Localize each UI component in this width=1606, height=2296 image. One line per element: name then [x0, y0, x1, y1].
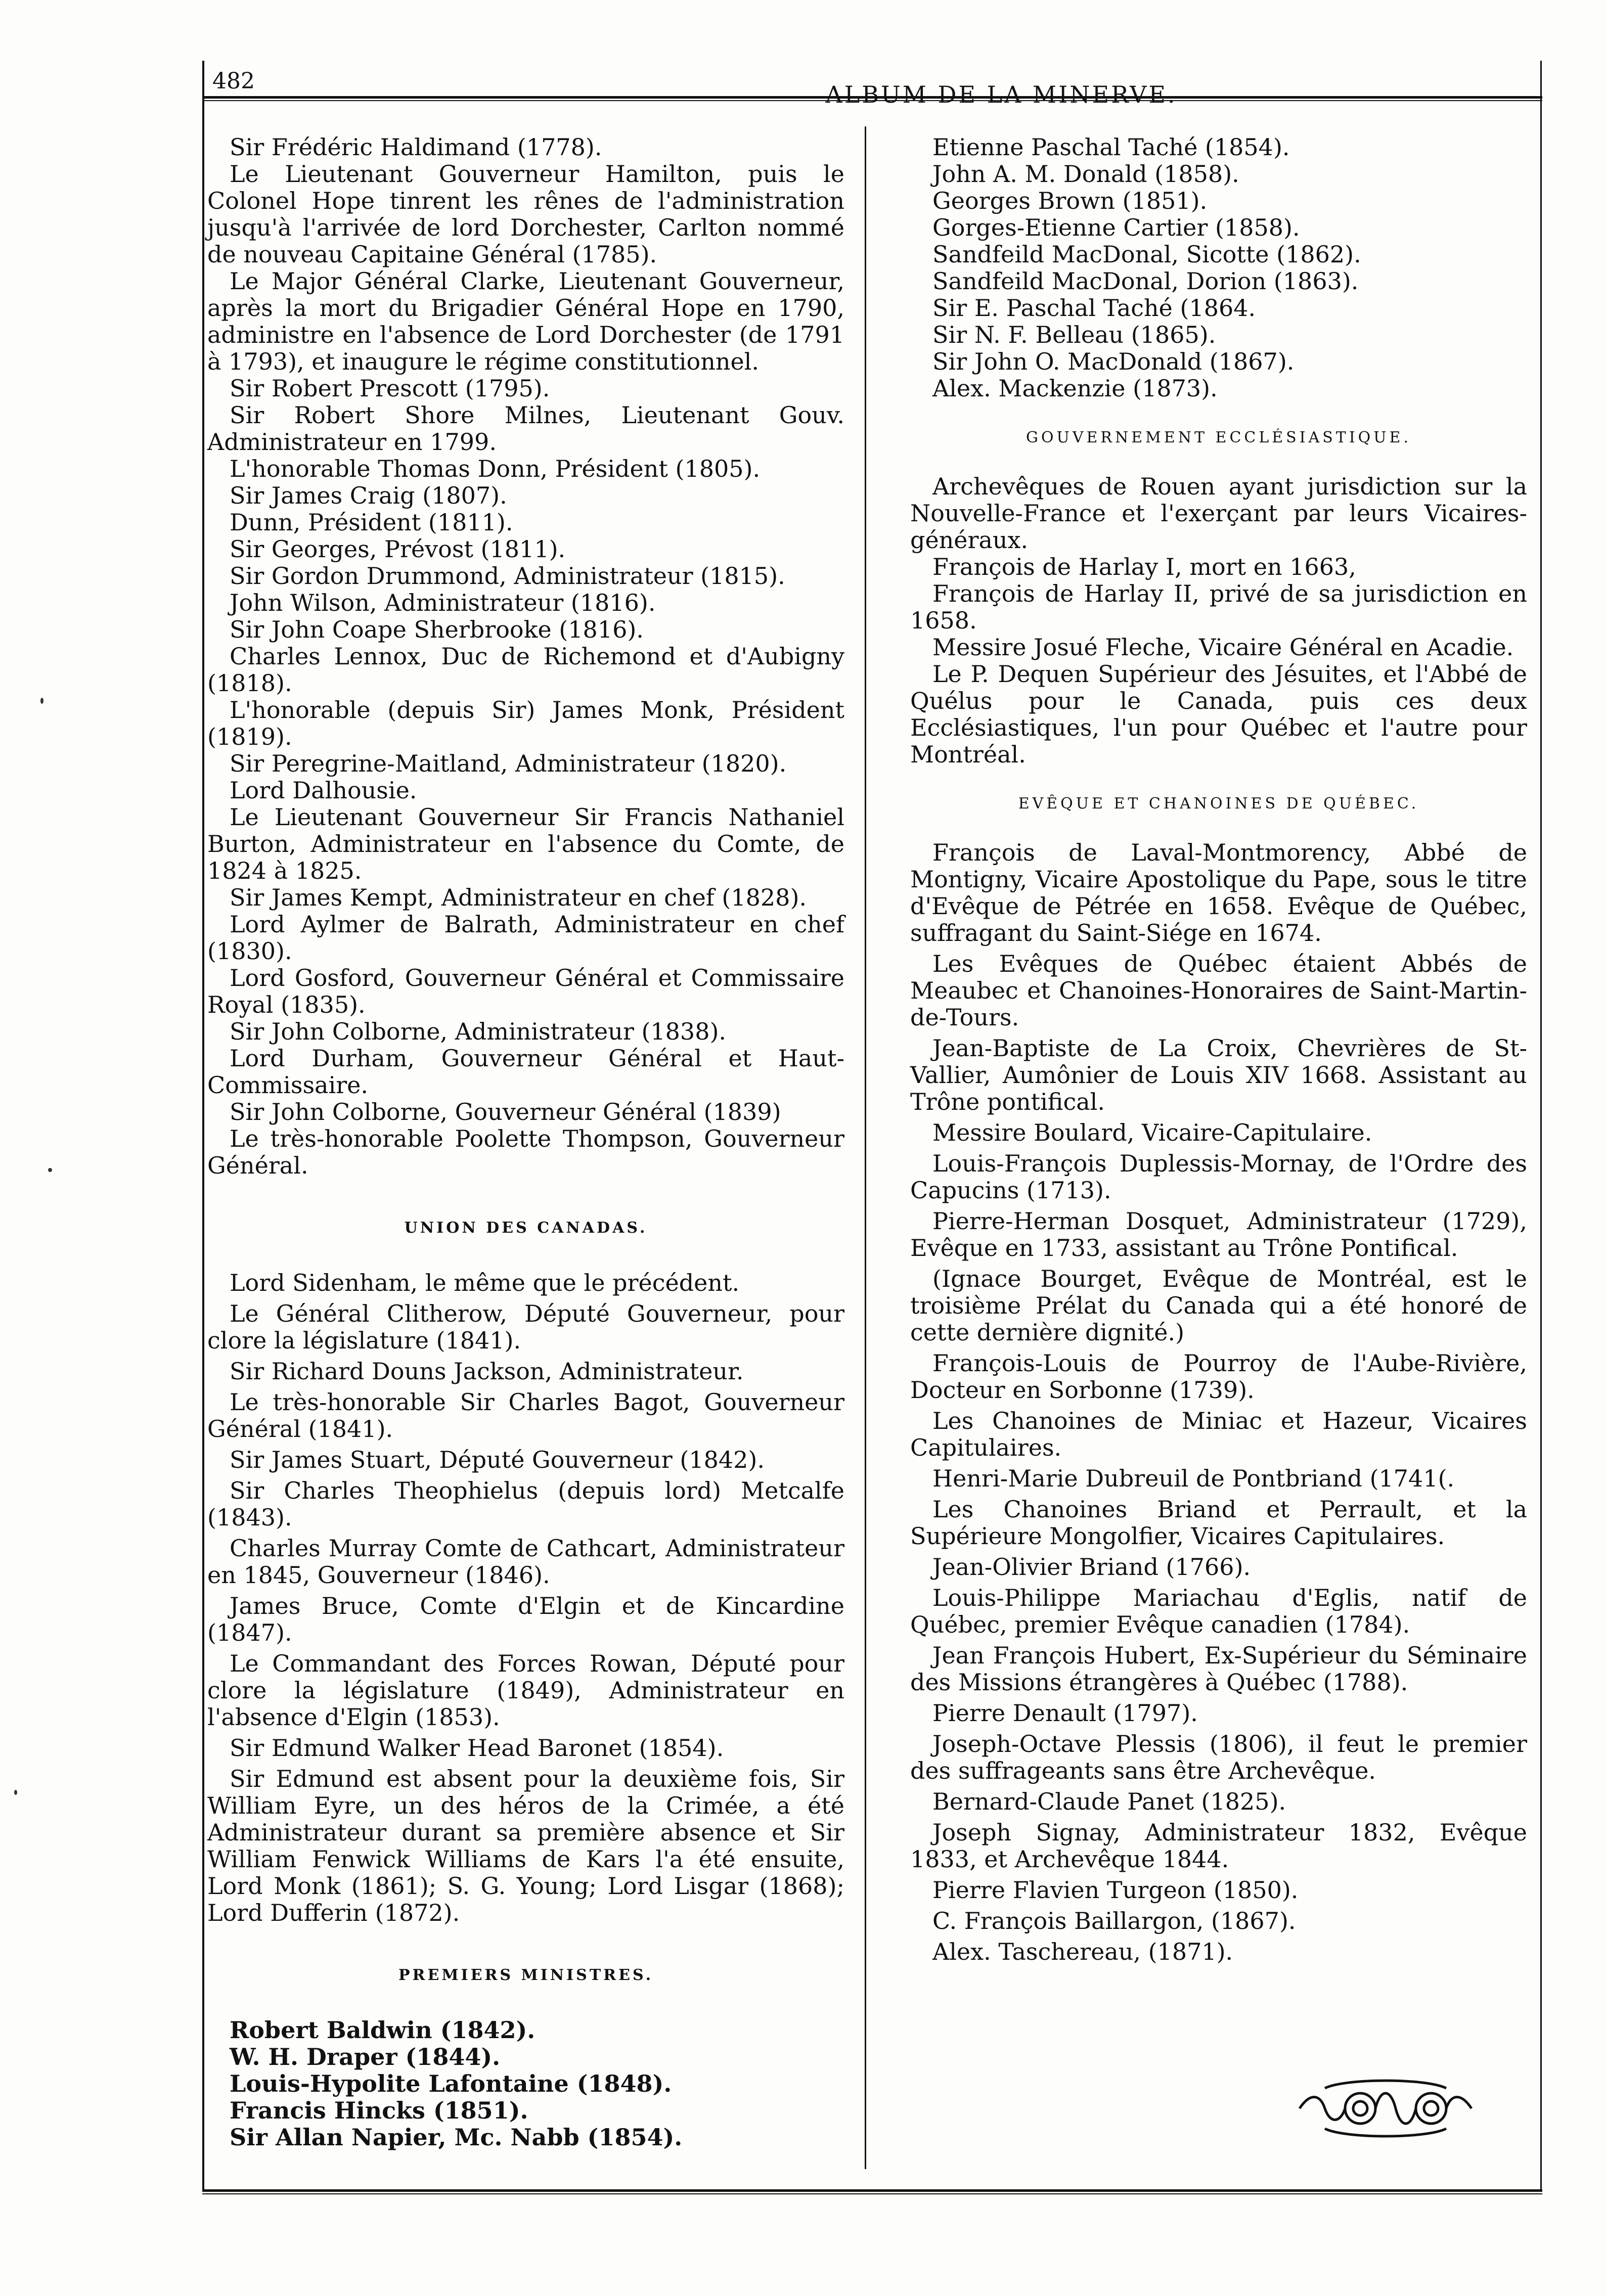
list-item: Jean-Olivier Briand (1766).: [932, 1553, 1251, 1581]
list-item: Sandfeild MacDonal, Sicotte (1862).: [932, 241, 1361, 268]
list-item: Robert Baldwin (1842).: [230, 2016, 536, 2044]
left-column: [207, 134, 844, 2151]
list-item: François de Laval-Montmorency, Abbé de Montigny, Vicaire Apostolique du Pape, sous le titre d'Evêque de Pétrée en 1658. Evêque de Québec, suffragant du Saint-Siége en 1674.: [910, 839, 1527, 947]
right-border: [1540, 61, 1542, 2189]
list-item: Pierre Denault (1797).: [932, 1699, 1198, 1727]
list-item: Le Lieutenant Gouverneur Hamilton, puis le Colonel Hope tinrent les rênes de l'administration jusqu'à l'arrivée de lord Dorchester, Carlton nommé de nouveau Capitaine Général (1785).: [207, 160, 844, 268]
list-item: L'honorable (depuis Sir) James Monk, Président (1819).: [207, 696, 844, 750]
list-item: Pierre-Herman Dosquet, Administrateur (1729), Evêque en 1733, assistant au Trône Pontifical.: [910, 1207, 1527, 1262]
list-item: Sir Georges, Prévost (1811).: [230, 535, 566, 563]
list-item: Etienne Paschal Taché (1854).: [932, 133, 1290, 161]
list-item: Sandfeild MacDonal, Dorion (1863).: [932, 267, 1359, 295]
list-item: Lord Gosford, Gouverneur Général et Commissaire Royal (1835).: [207, 964, 844, 1018]
list-item: Louis-Philippe Mariachau d'Eglis, natif de Québec, premier Evêque canadien (1784).: [910, 1584, 1527, 1638]
union-list: [207, 1270, 844, 1926]
premiers-list: [207, 2017, 844, 2151]
list-item: John A. M. Donald (1858).: [932, 160, 1239, 188]
list-item: Sir E. Paschal Taché (1864.: [932, 294, 1256, 322]
list-item: Charles Lennox, Duc de Richemond et d'Aubigny (1818).: [207, 643, 844, 697]
list-item: L'honorable Thomas Donn, Président (1805).: [230, 455, 761, 482]
section-heading-premiers: PREMIERS MINISTRES.: [398, 1966, 654, 1984]
list-item: Sir John Colborne, Gouverneur Général (1839): [230, 1098, 781, 1126]
page-number: 482: [212, 68, 255, 94]
list-item: C. François Baillargon, (1867).: [932, 1907, 1296, 1934]
list-item: Sir Robert Prescott (1795).: [230, 375, 550, 402]
list-item: Alex. Taschereau, (1871).: [932, 1938, 1233, 1965]
list-item: Sir Robert Shore Milnes, Lieutenant Gouv. Administrateur en 1799.: [207, 401, 844, 456]
list-item: Le très-honorable Poolette Thompson, Gouverneur Général.: [207, 1125, 844, 1179]
list-item: Messire Josué Fleche, Vicaire Général en Acadie.: [932, 634, 1514, 661]
list-item: Sir Richard Douns Jackson, Administrateur.: [230, 1358, 744, 1385]
right-column: [910, 134, 1527, 1965]
list-item: Gorges-Etienne Cartier (1858).: [932, 214, 1300, 241]
list-item: Le P. Dequen Supérieur des Jésuites, et l'Abbé de Quélus pour le Canada, puis ces deux Ecclésiastiques, l'un pour Québec et l'autre pour Montréal.: [910, 660, 1527, 768]
list-item: (Ignace Bourget, Evêque de Montréal, est le troisième Prélat du Canada qui a été honoré de cette dernière dignité.): [910, 1265, 1527, 1346]
list-item: Sir Charles Theophielus (depuis lord) Metcalfe (1843).: [207, 1477, 844, 1531]
list-item: Sir John Coape Sherbrooke (1816).: [230, 616, 644, 643]
list-item: Sir Gordon Drummond, Administrateur (1815).: [230, 562, 785, 590]
list-item: Joseph Signay, Administrateur 1832, Evêque 1833, et Archevêque 1844.: [910, 1819, 1527, 1873]
list-item: Sir Edmund Walker Head Baronet (1854).: [230, 1734, 724, 1762]
page: [192, 61, 1557, 2194]
list-item: Georges Brown (1851).: [932, 187, 1208, 214]
list-item: Sir James Stuart, Député Gouverneur (1842).: [230, 1446, 765, 1473]
quebec-list: [910, 839, 1527, 1965]
list-item: Sir James Kempt, Administrateur en chef (1828).: [230, 884, 807, 911]
stray-mark: [40, 698, 43, 704]
list-item: Sir N. F. Belleau (1865).: [932, 321, 1216, 348]
list-item: John Wilson, Administrateur (1816).: [230, 589, 656, 616]
list-item: Le Lieutenant Gouverneur Sir Francis Nathaniel Burton, Administrateur en l'absence du Comte, de 1824 à 1825.: [207, 803, 844, 884]
list-item: Sir John O. MacDonald (1867).: [932, 348, 1295, 375]
list-item: Lord Dalhousie.: [230, 777, 417, 804]
ecclesiastique-list: [910, 473, 1527, 768]
list-item: Les Chanoines Briand et Perrault, et la Supérieure Mongolfier, Vicaires Capitulaires.: [910, 1496, 1527, 1550]
stray-mark: [14, 1790, 17, 1795]
governors-list: [207, 134, 844, 1179]
list-item: Alex. Mackenzie (1873).: [932, 375, 1218, 402]
bottom-rule-thin: [202, 2193, 1542, 2194]
list-item: Lord Aylmer de Balrath, Administrateur en chef (1830).: [207, 911, 844, 965]
list-item: Lord Sidenham, le même que le précédent.: [230, 1269, 740, 1296]
list-item: François de Harlay I, mort en 1663,: [932, 553, 1356, 580]
list-item: Archevêques de Rouen ayant jurisdiction sur la Nouvelle-France et l'exerçant par leurs Vicaires-généraux.: [910, 473, 1527, 554]
list-item: Le Général Clitherow, Député Gouverneur, pour clore la législature (1841).: [207, 1300, 844, 1354]
column-divider: [865, 126, 866, 2169]
list-item: Le très-honorable Sir Charles Bagot, Gouverneur Général (1841).: [207, 1388, 844, 1443]
list-item: Sir Peregrine-Maitland, Administrateur (1820).: [230, 750, 787, 777]
list-item: Sir James Craig (1807).: [230, 482, 507, 509]
fleuron-ornament-icon: [1295, 2078, 1477, 2139]
list-item: Bernard-Claude Panet (1825).: [932, 1788, 1286, 1815]
section-heading-quebec: EVÊQUE ET CHANOINES DE QUÉBEC.: [1018, 795, 1419, 813]
stray-mark: [48, 1168, 52, 1172]
left-border: [202, 61, 204, 2189]
list-item: James Bruce, Comte d'Elgin et de Kincardine (1847).: [207, 1592, 844, 1646]
list-item: Louis-Hypolite Lafontaine (1848).: [230, 2070, 672, 2097]
list-item: Sir Edmund est absent pour la deuxième fois, Sir William Eyre, un des héros de la Crimée, a été Administrateur durant sa première absence et Sir William Fenwick Williams de Kars l'a été ensuite, Lord Monk (1861); S. G. Young; Lord Lisgar (1868); Lord Dufferin (1872).: [207, 1765, 844, 1926]
premiers-continued-list: [910, 134, 1527, 402]
list-item: Joseph-Octave Plessis (1806), il feut le premier des suffrageants sans être Archevêque.: [910, 1730, 1527, 1784]
list-item: Pierre Flavien Turgeon (1850).: [932, 1876, 1299, 1904]
list-item: Lord Durham, Gouverneur Général et Haut-Commissaire.: [207, 1045, 844, 1099]
running-title: ALBUM DE LA MINERVE.: [825, 81, 1177, 108]
list-item: Sir Allan Napier, Mc. Nabb (1854).: [230, 2124, 683, 2151]
list-item: Le Commandant des Forces Rowan, Député pour clore la législature (1849), Administrateur en l'absence d'Elgin (1853).: [207, 1650, 844, 1731]
list-item: François de Harlay II, privé de sa jurisdiction en 1658.: [910, 580, 1527, 634]
list-item: Charles Murray Comte de Cathcart, Administrateur en 1845, Gouverneur (1846).: [207, 1535, 844, 1589]
list-item: Les Chanoines de Miniac et Hazeur, Vicaires Capitulaires.: [910, 1407, 1527, 1461]
list-item: W. H. Draper (1844).: [230, 2043, 501, 2070]
list-item: Dunn, Président (1811).: [230, 509, 513, 536]
list-item: Sir Frédéric Haldimand (1778).: [230, 133, 602, 161]
list-item: Sir John Colborne, Administrateur (1838).: [230, 1018, 727, 1045]
list-item: Henri-Marie Dubreuil de Pontbriand (1741(.: [932, 1465, 1455, 1492]
list-item: Le Major Général Clarke, Lieutenant Gouverneur, après la mort du Brigadier Général Hope en 1790, administre en l'absence de Lord Dorchester (de 1791 à 1793), et inaugure le régime constitutionnel.: [207, 267, 844, 375]
list-item: François-Louis de Pourroy de l'Aube-Rivière, Docteur en Sorbonne (1739).: [910, 1349, 1527, 1404]
bottom-rule: [202, 2189, 1542, 2192]
list-item: Les Evêques de Québec étaient Abbés de Meaubec et Chanoines-Honoraires de Saint-Martin-de-Tours.: [910, 950, 1527, 1031]
section-heading-union: UNION DES CANADAS.: [404, 1219, 648, 1237]
list-item: Louis-François Duplessis-Mornay, de l'Ordre des Capucins (1713).: [910, 1150, 1527, 1204]
list-item: Messire Boulard, Vicaire-Capitulaire.: [932, 1119, 1372, 1146]
list-item: Francis Hincks (1851).: [230, 2097, 528, 2124]
list-item: Jean François Hubert, Ex-Supérieur du Séminaire des Missions étrangères à Québec (1788).: [910, 1642, 1527, 1696]
list-item: Jean-Baptiste de La Croix, Chevrières de St-Vallier, Aumônier de Louis XIV 1668. Assistant au Trône pontifical.: [910, 1034, 1527, 1115]
section-heading-ecclesiastique: GOUVERNEMENT ECCLÉSIASTIQUE.: [1026, 429, 1411, 446]
